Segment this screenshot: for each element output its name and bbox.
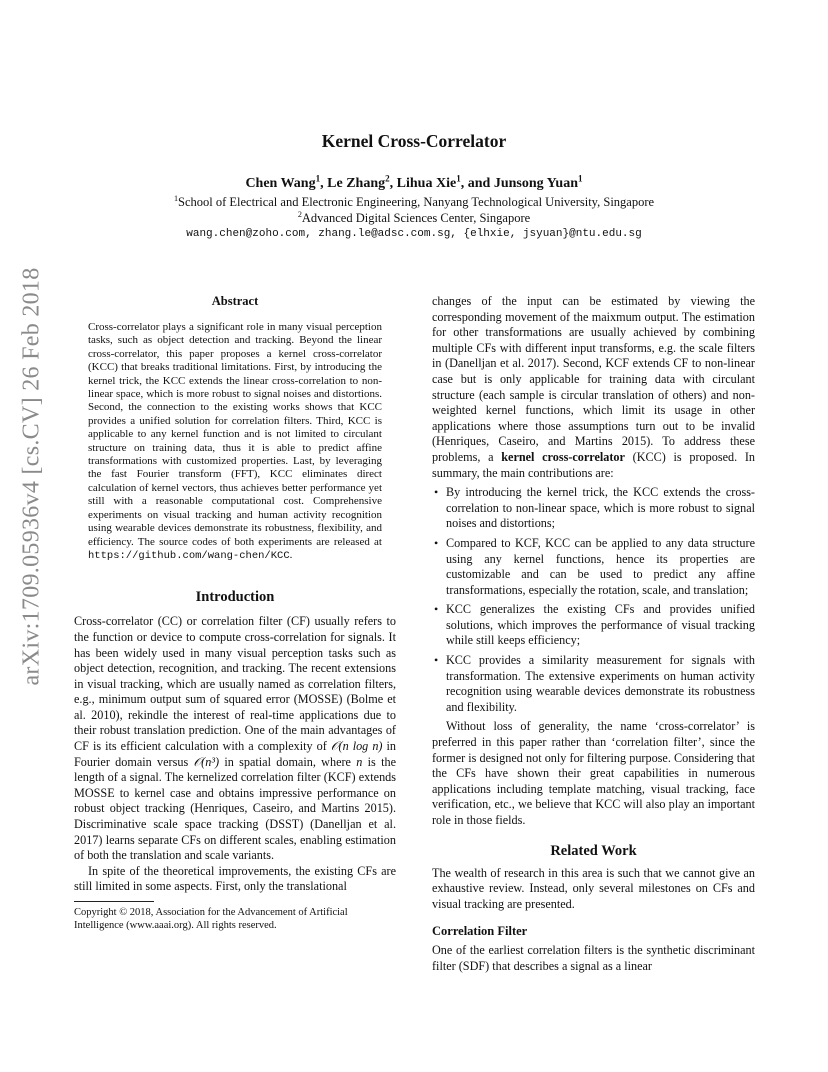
author-separator: , and [460,176,494,191]
author-name: Le Zhang [327,176,386,191]
affiliation-text: School of Electrical and Electronic Engineering, Nanyang Technological University, Singapore [178,195,655,209]
abstract-end: . [289,548,293,561]
author-affil-mark: 1 [578,173,583,184]
intro-text: changes of the input can be estimated by viewing the corresponding movement of the maixmum output. The estimation for other transformations are usually achieved by combining multiple CFs with different input transforms, e.g. the scale filters in (Danelljan et al. 2017). Second, KCF extends CF to non-linear case but is only applicable for training data with circulant structure (each sample is circular translation of others) and non-weighted kernel functions, which limit its usage in other applications where those assumptions turn out to be invalid (Henriques, Caseiro, and Martins 2015). To address these problems, a [432,294,755,464]
copyright-footnote: Copyright © 2018, Association for the Advancement of Artificial Intelligence (www.aaai.org). All rights reserved. [74,907,348,931]
author-affil-mark: 2 [385,173,390,184]
arxiv-side-stamp [12,266,52,686]
footnote-rule [74,901,154,902]
source-code-link[interactable]: https://github.com/wang-chen/KCC [88,549,290,562]
author-name: Junsong Yuan [493,176,578,191]
left-column [74,294,396,932]
paper-title: Kernel Cross-Correlator [321,131,507,151]
intro-paragraph-1 [74,614,396,864]
author-list [0,173,828,192]
intro-paragraph-2: In spite of the theoretical improvements, the existing CFs are still limited in some aspects. First, only the translational [74,863,396,894]
arxiv-identifier: arXiv:1709.05936v4 [cs.CV] 26 Feb 2018 [18,266,45,686]
author-emails: wang.chen@zoho.com, zhang.le@adsc.com.sg, {elhxie, jsyuan}@ntu.edu.sg [186,228,642,240]
intro-text: (KCC) is proposed. In summary, the main contributions are: [432,449,755,480]
affiliation-mark: 1 [173,193,178,203]
related-work-heading: Related Work [550,842,637,859]
affiliation-mark: 2 [297,209,302,219]
intro-text: in Fourier domain versus [74,739,396,769]
author-separator: , [320,176,328,191]
abstract-body [88,321,382,563]
author-name: Lihua Xie [396,176,457,191]
related-work-paragraph-2: One of the earliest correlation filters is the synthetic discriminant filter (SDF) that describes a signal as a linear [432,943,755,973]
author-affil-mark: 1 [315,173,321,184]
math-n: n [356,754,363,769]
right-column [432,294,755,975]
related-work-paragraph-1: The wealth of research in this area is such that we cannot give an exhaustive review. Instead, only several milestones on CFs and visual tracking are presented. [432,865,755,911]
intro-paragraph-3: Without loss of generality, the name ‘cross-correlator’ is preferred in this paper rather than ‘correlation filter’, since the former is designed not only for filtering purpose. Considering that the CFs have shown their great capabilities in numerous applications including template matching, visual tracking, face verification, etc., we believe that KCC will also play an important role in those fields. [432,719,755,827]
intro-text: is the length of a signal. The kernelized correlation filter (KCF) extends MOSSE to kernel case and obtains impressive performance on robust object tracking (Henriques, Caseiro, and Martins 2015). Discriminative scale space tracking (DSST) (Danelljan et al. 2017) learns separate CFs on different scales, enabling estimation of both the translation and scale variants. [74,754,396,863]
intro-paragraph-2-continued [432,294,755,481]
math-complexity-fourier: 𝒪(n log n) [330,739,383,754]
affiliation-2 [0,211,828,226]
math-complexity-spatial: 𝒪(n³) [193,754,220,769]
author-separator: , [389,176,397,191]
abstract-heading: Abstract [211,294,259,308]
list-item: • Compared to KCF, KCC can be applied to any data structure using any kernel functions, hence its properties are customizable and can be used to predict any affine transformations, especially the rotation, scale, and translation; [432,536,755,598]
author-name: Chen Wang [245,176,316,191]
correlation-filter-heading: Correlation Filter [432,924,528,939]
affiliation-1 [0,195,828,210]
intro-text: Cross-correlator (CC) or correlation filter (CF) usually refers to the function or device to compute cross-correlation for signals. It has been widely used in many visual perception tasks such as object detection, recognition, and tracking. The recent extensions in visual tracking, which are usually named as correlation filters, e.g., minimum output sum of squared error (MOSSE) (Bolme et al. 2010), rekindle the interest of real-time applications due to their robust translation prediction. One of the main advantages of CF is its efficient calculation with a complexity of [74,614,396,754]
list-item: • KCC provides a similarity measurement for signals with transformation. The extensive experiments on human activity recognition using wearable devices demonstrate its robustness and flexibility. [432,653,755,715]
list-item: • KCC generalizes the existing CFs and provides unified solutions, which improves the performance of visual tracking while still keeps efficiency; [432,602,755,649]
introduction-heading: Introduction [195,589,275,606]
intro-text: in spatial domain, where [219,754,357,769]
abstract-text: Cross-correlator plays a significant role in many visual perception tasks, such as object detection and tracking. Beyond the linear cross-correlator, this paper proposes a kernel cross-correlator (KCC) that breaks traditional limitations. First, by introducing the kernel trick, the KCC extends the linear cross-correlation to non-linear space, which is more robust to signal noises and distortions. Second, the connection to the existing works shows that KCC provides a unified solution for correlation filters. Third, KCC is applicable to any kernel function and is not limited to circulant structure on training data, thus it is able to predict affine transformations with customized properties. Last, by leveraging the fast Fourier transform (FFT), KCC eliminates direct calculation of kernel vectors, thus achieves better performance yet still with a reasonable computational cost. Comprehensive experiments on visual tracking and human activity recognition using wearable devices demonstrate its robustness, flexibility, and efficiency. The source codes of both experiments are released at [88,321,382,548]
contributions-list [432,485,755,715]
list-item: • By introducing the kernel trick, the KCC extends the cross-correlation to non-linear space, which is more robust to signal noises and distortions; [432,485,755,532]
kcc-term: kernel cross-correlator [501,449,625,464]
author-affil-mark: 1 [456,173,461,184]
affiliation-text: Advanced Digital Sciences Center, Singapore [301,211,531,225]
